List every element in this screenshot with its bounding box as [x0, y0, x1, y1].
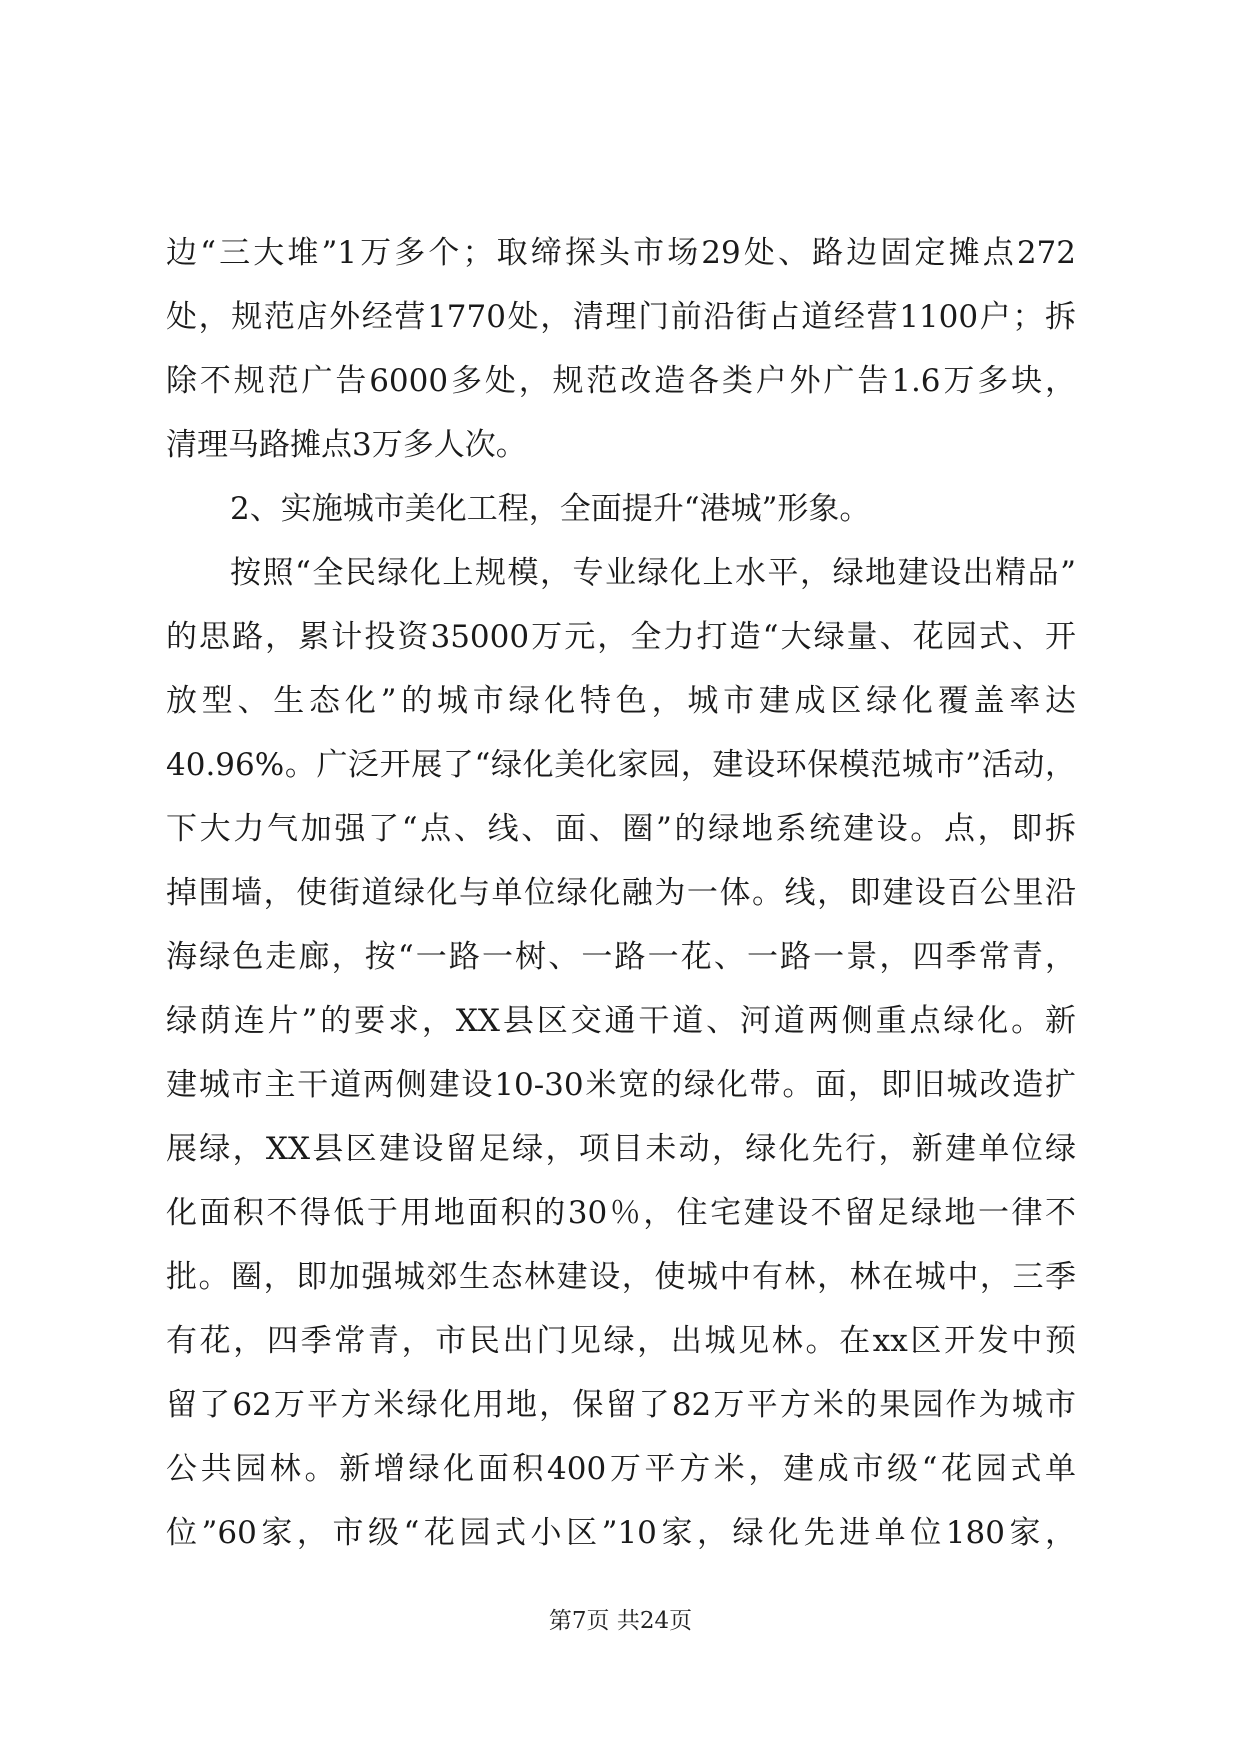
body-line-2: 处，规范店外经营1770处，清理门前沿街占道经营1100户；拆 [166, 299, 1076, 335]
body-line-19: 留了62万平方米绿化用地，保留了82万平方米的果园作为城市 [166, 1387, 1076, 1423]
body-line-7: 的思路，累计投资35000万元，全力打造“大绿量、花园式、开 [166, 619, 1076, 655]
body-line-20: 公共园林。新增绿化面积400万平方米，建成市级“花园式单 [166, 1451, 1076, 1487]
body-line-9: 40.96%。广泛开展了“绿化美化家园，建设环保模范城市”活动， [166, 747, 1076, 783]
body-line-21: 位”60家，市级“花园式小区”10家，绿化先进单位180家， [166, 1515, 1076, 1551]
body-line-10: 下大力气加强了“点、线、面、圈”的绿地系统建设。点，即拆 [166, 811, 1076, 847]
body-line-14: 建城市主干道两侧建设10-30米宽的绿化带。面，即旧城改造扩 [166, 1067, 1076, 1103]
body-line-16: 化面积不得低于用地面积的30％，住宅建设不留足绿地一律不 [166, 1195, 1076, 1231]
body-line-17: 批。圈，即加强城郊生态林建设，使城中有林，林在城中，三季 [166, 1259, 1076, 1295]
body-line-8: 放型、生态化”的城市绿化特色，城市建成区绿化覆盖率达 [166, 683, 1076, 719]
body-line-13: 绿荫连片”的要求，XX县区交通干道、河道两侧重点绿化。新 [166, 1003, 1076, 1039]
body-line-6: 按照“全民绿化上规模，专业绿化上水平，绿地建设出精品” [230, 555, 1076, 591]
body-line-4: 清理马路摊点3万多人次。 [166, 427, 527, 463]
body-line-3: 除不规范广告6000多处，规范改造各类户外广告1.6万多块， [166, 363, 1076, 399]
section-heading: 2、实施城市美化工程，全面提升“港城”形象。 [230, 491, 871, 527]
body-line-11: 掉围墙，使街道绿化与单位绿化融为一体。线，即建设百公里沿 [166, 875, 1076, 911]
body-line-1: 边“三大堆”1万多个；取缔探头市场29处、路边固定摊点272 [166, 235, 1076, 271]
body-line-15: 展绿，XX县区建设留足绿，项目未动，绿化先行，新建单位绿 [166, 1131, 1076, 1167]
body-line-18: 有花，四季常青，市民出门见绿，出城见林。在xx区开发中预 [166, 1323, 1076, 1359]
page-footer: 第7页 共24页 [548, 1608, 693, 1634]
body-line-12: 海绿色走廊，按“一路一树、一路一花、一路一景，四季常青， [166, 939, 1076, 975]
